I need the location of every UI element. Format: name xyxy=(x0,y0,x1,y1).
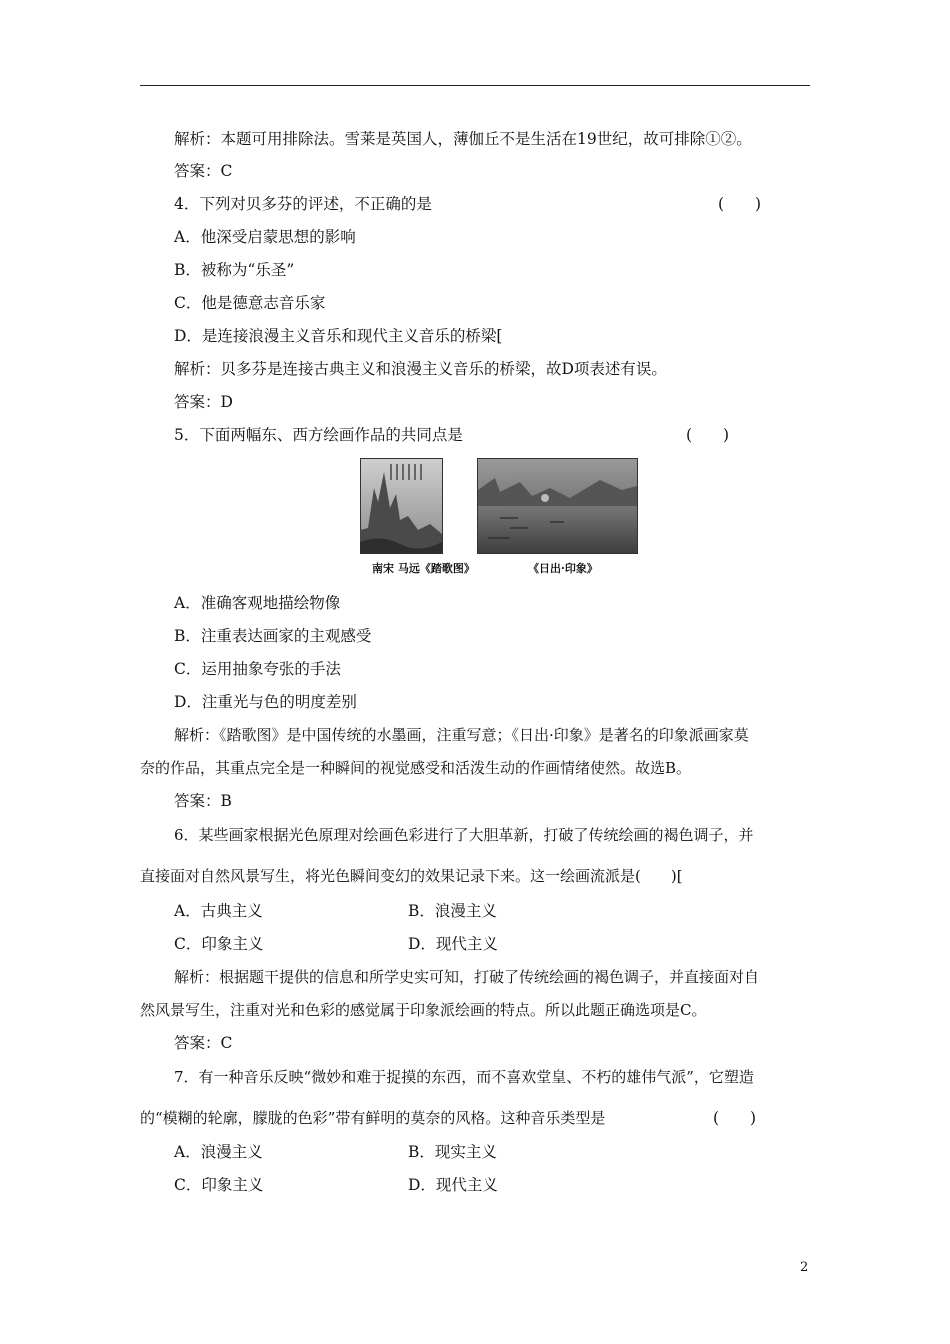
option-c: C．印象主义 xyxy=(174,1176,264,1194)
question-6-cont: 直接面对自然风景写生，将光色瞬间变幻的效果记录下来。这一绘画流派是( )[ xyxy=(140,867,683,885)
analysis-text: 解析：贝多芬是连接古典主义和浪漫主义音乐的桥梁，故D项表述有误。 xyxy=(174,360,667,378)
analysis-text: 解析：《踏歌图》是中国传统的水墨画，注重写意；《日出·印象》是著名的印象派画家莫 xyxy=(174,726,749,744)
question-7: 7．有一种音乐反映“微妙和难于捉摸的东西，而不喜欢堂皇、不朽的雄伟气派”，它塑造 xyxy=(174,1068,754,1086)
analysis-text: 奈的作品，其重点完全是一种瞬间的视觉感受和活泼生动的作画情绪使然。故选B。 xyxy=(140,759,692,777)
option-d: D．是连接浪漫主义音乐和现代主义音乐的桥梁[ xyxy=(174,327,503,345)
paintings-figure xyxy=(360,458,640,578)
page-number: 2 xyxy=(800,1260,809,1275)
option-a: A．浪漫主义 xyxy=(174,1143,263,1161)
question-7-cont: 的“模糊的轮廓，朦胧的色彩”带有鲜明的莫奈的风格。这种音乐类型是 xyxy=(140,1109,606,1127)
answer-text: 答案：C xyxy=(174,1034,233,1052)
option-c: C．他是德意志音乐家 xyxy=(174,294,326,312)
answer-blank: ( ) xyxy=(686,426,730,444)
answer-text: 答案：C xyxy=(174,162,233,180)
answer-text: 答案：B xyxy=(174,792,232,810)
answer-blank: ( ) xyxy=(713,1109,757,1127)
option-b: B．被称为“乐圣” xyxy=(174,261,295,279)
option-d: D．现代主义 xyxy=(408,935,498,953)
answer-text: 答案：D xyxy=(174,393,233,411)
option-c: C．印象主义 xyxy=(174,935,264,953)
analysis-text: 解析：根据题干提供的信息和所学史实可知，打破了传统绘画的褐色调子，并直接面对自 xyxy=(174,968,760,986)
paintings-image xyxy=(360,458,640,554)
option-a: A．他深受启蒙思想的影响 xyxy=(174,228,356,246)
answer-blank: ( ) xyxy=(718,195,762,213)
option-d: D．注重光与色的明度差别 xyxy=(174,693,357,711)
option-c: C．运用抽象夸张的手法 xyxy=(174,660,341,678)
option-b: B．注重表达画家的主观感受 xyxy=(174,627,372,645)
option-b: B．浪漫主义 xyxy=(408,902,497,920)
analysis-text: 解析：本题可用排除法。雪莱是英国人，薄伽丘不是生活在19世纪，故可排除①②。 xyxy=(174,130,752,148)
question-4: 4．下列对贝多芬的评述，不正确的是 xyxy=(174,195,432,213)
caption-left: 南宋 马远《踏歌图》 xyxy=(372,562,475,575)
analysis-text: 然风景写生，注重对光和色彩的感觉属于印象派绘画的特点。所以此题正确选项是C。 xyxy=(140,1001,707,1019)
option-d: D．现代主义 xyxy=(408,1176,498,1194)
option-b: B．现实主义 xyxy=(408,1143,497,1161)
option-a: A．古典主义 xyxy=(174,902,263,920)
caption-right: 《日出·印象》 xyxy=(528,562,598,575)
question-5: 5．下面两幅东、西方绘画作品的共同点是 xyxy=(174,426,463,444)
header-rule xyxy=(140,85,810,86)
question-6: 6．某些画家根据光色原理对绘画色彩进行了大胆革新，打破了传统绘画的褐色调子，并 xyxy=(174,826,754,844)
option-a: A．准确客观地描绘物像 xyxy=(174,594,341,612)
